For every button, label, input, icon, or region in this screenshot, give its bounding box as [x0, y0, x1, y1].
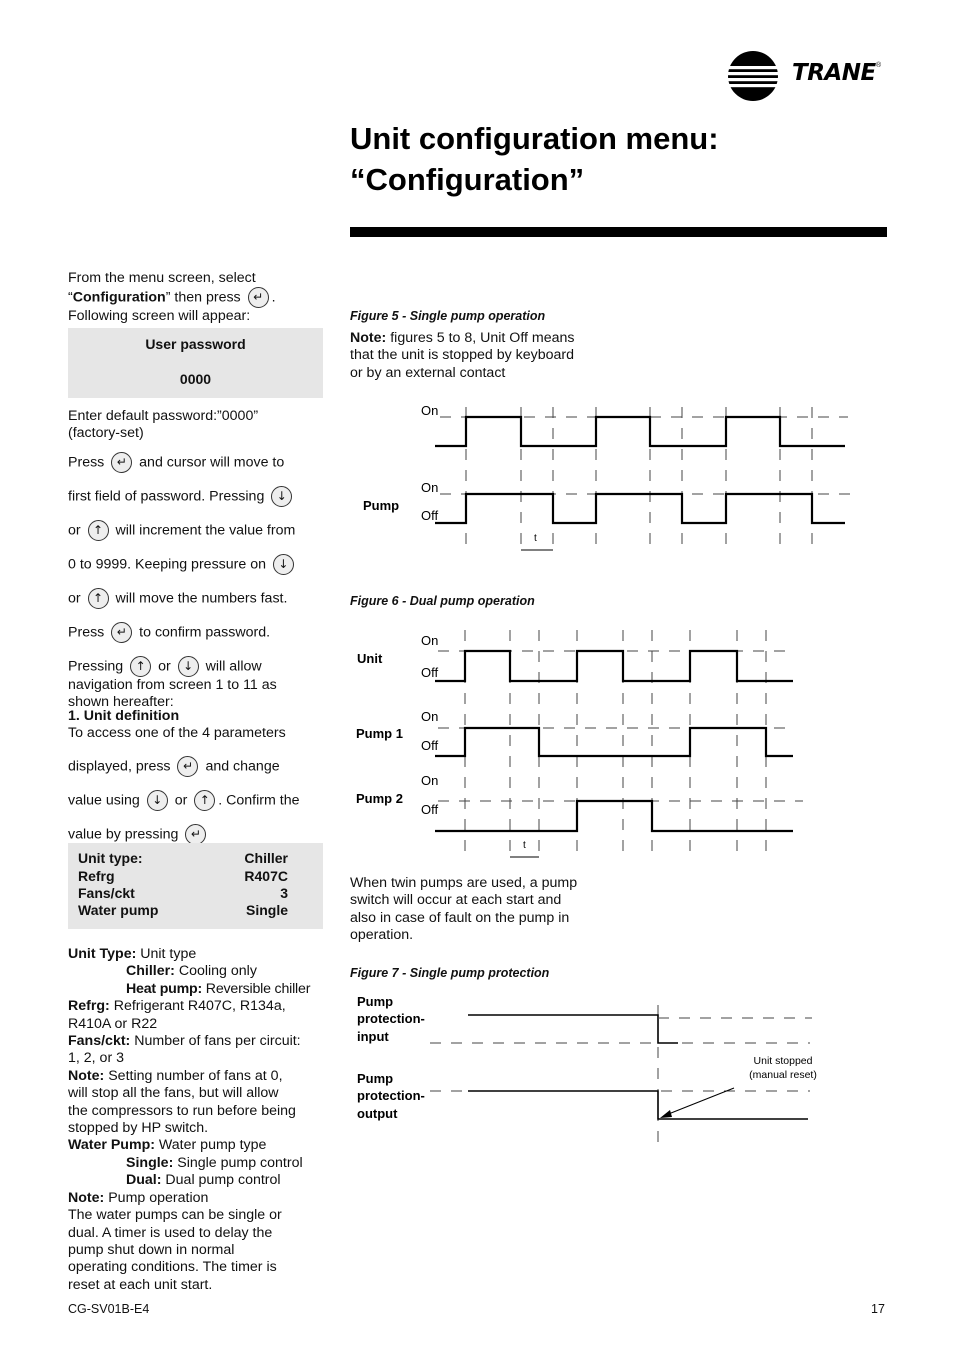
down-key-icon: ↓ — [147, 790, 168, 811]
word: will move the numbers fast. — [115, 590, 288, 607]
def-value: Refrigerant R407C, R134a, — [113, 998, 286, 1015]
word: Press — [68, 624, 105, 641]
word: and cursor will move to — [139, 454, 285, 471]
config-value: Single — [245, 902, 288, 918]
enter-key-icon: ↵ — [185, 824, 206, 845]
output-label: protection- — [357, 1088, 425, 1103]
on-label: On — [421, 403, 439, 418]
config-row — [78, 850, 288, 868]
up-key-icon: ↑ — [130, 656, 151, 677]
up-key-icon: ↑ — [194, 790, 215, 811]
config-label: Unit type: — [78, 850, 143, 866]
def-line — [68, 1172, 330, 1189]
def-key: Water Pump: — [68, 1137, 155, 1154]
step-line — [68, 622, 330, 643]
figure-5-diagram — [340, 395, 870, 560]
word: . Confirm the — [218, 792, 300, 809]
trane-logo — [726, 50, 896, 102]
def-value: Reversible chiller — [205, 980, 311, 997]
step-line — [68, 588, 330, 609]
def-line: stopped by HP switch. — [68, 1120, 209, 1137]
up-key-icon: ↑ — [88, 520, 109, 541]
password-value: 0000 — [179, 371, 212, 387]
def-line — [68, 1033, 330, 1050]
word: Pressing — [68, 658, 124, 675]
page-title — [350, 118, 910, 200]
intro-then-press: ” then press — [165, 289, 241, 306]
note-key: Note: — [350, 330, 387, 346]
note-value: figures 5 to 8, Unit Off means — [390, 330, 575, 346]
output-label: output — [357, 1106, 398, 1121]
off-label: Off — [421, 508, 439, 523]
def-key: Unit Type: — [68, 946, 137, 962]
time-gridlines — [466, 407, 812, 550]
def-line: operating conditions. The timer is — [68, 1259, 277, 1276]
text-line: operation. — [350, 927, 414, 944]
config-row — [78, 885, 288, 903]
def-line — [68, 998, 330, 1015]
annotation-label: (manual reset) — [749, 1069, 817, 1081]
word: or — [174, 792, 188, 809]
trane-globe-icon — [726, 50, 780, 102]
registered-mark: ® — [876, 62, 882, 69]
def-key: Single: — [126, 1154, 174, 1171]
enter-key-icon: ↵ — [111, 622, 132, 643]
password-label: User password — [145, 336, 246, 352]
unit-signal-trace — [435, 651, 793, 681]
def-line — [68, 963, 330, 980]
input-label: input — [357, 1029, 389, 1044]
word: first field of password. Pressing — [68, 488, 265, 505]
on-label: On — [421, 480, 439, 495]
step-line: shown hereafter: — [68, 694, 174, 711]
figure-7-diagram — [340, 990, 840, 1150]
parameter-definitions — [68, 946, 330, 1294]
word: or — [68, 590, 81, 607]
text-line: switch will occur at each start and — [350, 892, 562, 909]
def-line: 1, 2, or 3 — [68, 1050, 124, 1067]
def-value: Pump operation — [108, 1189, 209, 1206]
arrow-head-icon — [660, 1110, 672, 1118]
title-line-2: “Configuration” — [350, 162, 585, 197]
pump-1-label: Pump 1 — [356, 726, 403, 741]
down-key-icon: ↓ — [178, 656, 199, 677]
config-value: R407C — [244, 868, 288, 884]
def-value: Setting number of fans at 0, — [108, 1067, 283, 1084]
annotation-label: Unit stopped — [753, 1055, 813, 1067]
on-label: On — [421, 709, 439, 724]
def-value: Single pump control — [177, 1154, 303, 1171]
protection-input-trace — [468, 1015, 678, 1043]
step-line — [68, 452, 330, 473]
section-line: To access one of the 4 parameters — [68, 725, 286, 742]
def-value: Water pump type — [158, 1137, 267, 1154]
def-line: dual. A timer is used to delay the — [68, 1224, 273, 1241]
down-key-icon: ↓ — [271, 486, 292, 507]
enter-key-icon: ↵ — [248, 287, 269, 308]
figure-6-diagram — [340, 625, 820, 865]
word: will allow — [205, 658, 262, 675]
title-rule — [350, 227, 887, 237]
word: displayed, press — [68, 758, 171, 775]
section-line — [68, 790, 330, 811]
step-line — [68, 520, 330, 541]
def-key: Note: — [68, 1189, 105, 1206]
step-line: navigation from screen 1 to 11 as — [68, 676, 277, 693]
on-label: On — [421, 633, 439, 648]
def-value: Number of fans per circuit: — [134, 1033, 301, 1050]
intro-line-3: Following screen will appear: — [68, 308, 251, 325]
word: or — [158, 658, 171, 675]
pump-2-label: Pump 2 — [356, 791, 403, 806]
password-screen — [68, 328, 323, 398]
def-line — [68, 1155, 330, 1172]
config-value: Chiller — [244, 850, 288, 866]
text-line: When twin pumps are used, a pump — [350, 875, 578, 891]
step-line — [68, 656, 330, 677]
menu-name: Configuration — [72, 289, 166, 306]
brand-name: TRANE — [792, 60, 876, 86]
enter-key-icon: ↵ — [177, 756, 198, 777]
def-key: Note: — [68, 1067, 105, 1084]
def-key: Chiller: — [126, 963, 175, 980]
input-label: protection- — [357, 1011, 425, 1026]
def-line: will stop all the fans, but will allow — [68, 1085, 279, 1102]
def-key: Dual: — [126, 1172, 162, 1189]
config-value: 3 — [280, 885, 288, 901]
document-code: CG-SV01B-E4 — [68, 1302, 150, 1316]
note-line: or by an external contact — [350, 364, 506, 381]
figure-5-caption: Figure 5 - Single pump operation — [350, 309, 546, 323]
page-number: 17 — [871, 1302, 885, 1316]
section-heading: 1. Unit definition — [68, 708, 180, 724]
def-value: Dual pump control — [165, 1172, 281, 1189]
up-key-icon: ↑ — [88, 588, 109, 609]
step-line — [68, 554, 330, 575]
section-unit-definition — [68, 708, 330, 845]
on-label: On — [421, 773, 439, 788]
def-line: the compressors to run before being — [68, 1102, 296, 1119]
config-row — [78, 902, 288, 920]
password-steps — [68, 408, 330, 712]
def-line: reset at each unit start. — [68, 1276, 213, 1293]
word: value by pressing — [68, 826, 179, 843]
def-key: Fans/ckt: — [68, 1033, 131, 1050]
config-label: Water pump — [78, 902, 159, 918]
config-label: Fans/ckt — [78, 885, 135, 901]
figure-6-caption: Figure 6 - Dual pump operation — [350, 594, 535, 608]
pump-signal-trace — [435, 494, 845, 523]
intro-line-2: “Configuration” then press ↵ . — [68, 287, 328, 308]
word: or — [68, 522, 81, 539]
timer-label: t — [523, 840, 526, 851]
off-label: Off — [421, 665, 439, 680]
def-value: Cooling only — [178, 963, 257, 980]
def-line: pump shut down in normal — [68, 1241, 235, 1258]
figure-7-caption: Figure 7 - Single pump protection — [350, 966, 550, 980]
def-line — [68, 981, 330, 998]
def-key: Heat pump: — [126, 980, 203, 997]
def-value: Unit type — [140, 946, 197, 962]
word: to confirm password. — [139, 624, 271, 641]
step-line: Enter default password:”0000” — [68, 408, 259, 424]
def-line: R410A or R22 — [68, 1015, 158, 1032]
output-label: Pump — [357, 1071, 394, 1086]
def-key: Refrg: — [68, 998, 110, 1015]
def-line — [68, 1068, 330, 1085]
text-line: also in case of fault on the pump in — [350, 909, 570, 926]
note-line: that the unit is stopped by keyboard — [350, 347, 574, 364]
section-line — [68, 756, 330, 777]
intro-text — [68, 270, 328, 326]
pump-1-signal-trace — [435, 728, 793, 756]
pump-label: Pump — [363, 498, 400, 513]
unit-signal-trace — [435, 417, 845, 446]
figure-note — [350, 330, 640, 382]
pump-2-signal-trace — [435, 801, 793, 831]
def-line — [68, 1137, 330, 1154]
word: Press — [68, 454, 105, 471]
annotation-arrow — [666, 1088, 734, 1115]
enter-key-icon: ↵ — [111, 452, 132, 473]
word: and change — [205, 758, 280, 775]
step-line — [68, 486, 330, 507]
word: will increment the value from — [115, 522, 296, 539]
unit-label: Unit — [357, 651, 383, 666]
section-line — [68, 824, 330, 845]
quote-open: “ — [68, 289, 73, 306]
protection-output-trace — [468, 1091, 808, 1119]
config-label: Refrg — [78, 868, 115, 884]
timer-label: t — [534, 533, 537, 544]
note-line — [350, 330, 640, 347]
config-row — [78, 868, 288, 886]
def-line: The water pumps can be single or — [68, 1207, 282, 1224]
intro-line-1: From the menu screen, select — [68, 270, 256, 286]
def-line — [68, 1190, 330, 1207]
word: value using — [68, 792, 140, 809]
twin-pump-text — [350, 875, 620, 945]
title-line-1: Unit configuration menu: — [350, 121, 719, 156]
down-key-icon: ↓ — [273, 554, 294, 575]
step-line: (factory-set) — [68, 425, 144, 442]
off-label: Off — [421, 738, 439, 753]
word: 0 to 9999. Keeping pressure on — [68, 556, 266, 573]
off-label: Off — [421, 802, 439, 817]
input-label: Pump — [357, 994, 394, 1009]
config-screen — [68, 843, 323, 929]
def-line — [68, 946, 330, 963]
